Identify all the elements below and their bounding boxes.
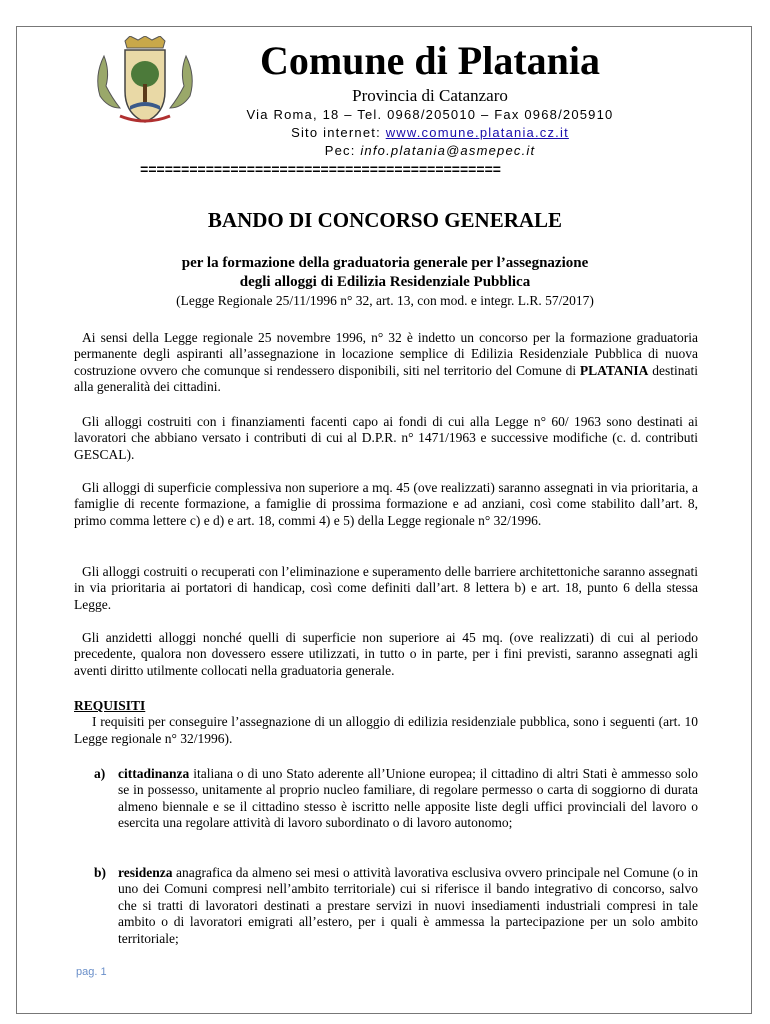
municipal-crest-icon — [90, 36, 200, 126]
requirement-item-b — [94, 865, 698, 947]
pec-label: Pec: — [324, 143, 361, 158]
website-link[interactable]: www.comune.platania.cz.it — [385, 125, 569, 140]
requisiti-heading: REQUISITI — [74, 698, 146, 713]
paragraph-1-text: Ai sensi della Legge regionale 25 novembre 1996, n° 32 è indetto un concorso per la formazione graduatoria permanente degli aspiranti all’assegnazione in locazione semplice di Edilizia Residenziale Pubblica di nuova costruzione ovvero che comunque si rendessero disponibili, siti nel territorio del Comune di — [74, 330, 698, 378]
requisiti-intro: I requisiti per conseguire l’assegnazione di un alloggio di edilizia residenziale pubblica, sono i seguenti (art. 10 Legge regionale n° 32/1996). — [74, 714, 698, 746]
website-line — [210, 125, 650, 141]
subtitle-line-1: per la formazione della graduatoria generale per l’assegnazione — [181, 255, 589, 271]
document-title: BANDO DI CONCORSO GENERALE — [207, 208, 563, 232]
contact-address: Via Roma, 18 – Tel. 0968/205010 – Fax 0968/205910 — [246, 107, 614, 122]
municipality-name: PLATANIA — [579, 362, 649, 378]
pec-email: info.platania@asmepec.it — [360, 143, 536, 158]
page-title: Comune di Platania — [259, 38, 601, 83]
paragraph-1 — [74, 330, 698, 396]
item-label: b) — [94, 865, 107, 880]
province-name: Provincia di Catanzaro — [352, 86, 508, 105]
requirement-item-a — [94, 766, 698, 832]
paragraph-5: Gli anzidetti alloggi nonché quelli di superficie non superiore ai 45 mq. (ove realizzati) di cui al periodo precedente, qualora non dovessero essere utilizzati, in tutto o in parte, per i fini previsti, saranno assegnati agli aventi diritto utilmente collocati nella graduatoria generale. — [74, 630, 698, 678]
paragraph-2: Gli alloggi costruiti con i finanziamenti facenti capo ai fondi di cui alla Legge n° 60/ 1963 sono destinati ai lavoratori che abbiano versato i contributi di cui al D.P.R. n° 1471/1963 e successive modifiche (c. d. contributi GESCAL). — [74, 414, 698, 462]
page-number: pag. 1 — [76, 966, 107, 978]
item-text: anagrafica da almeno sei mesi o attività lavorativa esclusiva ovvero principale nel Comune (o in uno dei Comuni compresi nell’ambito territoriale) cui si riferisce il bando integrativo di concorso, salvo che si tratti di lavoratori destinati a prestare servizi in nuovi insediamenti industriali compresi in tale ambito o di lavoratori emigrati all’estero, per i quali è ammessa la partecipazione per un solo ambito territoriale; — [118, 865, 698, 946]
item-term: residenza — [118, 865, 173, 880]
law-reference: (Legge Regionale 25/11/1996 n° 32, art. 13, con mod. e integr. L.R. 57/2017) — [176, 293, 594, 308]
pec-line — [210, 143, 650, 159]
item-text: italiana o di uno Stato aderente all’Unione europea; il cittadino di altri Stati è ammesso solo se in possesso, unitamente al proprio nucleo familiare, di regolare permesso o carta di soggiorno di durata almeno biennale e se il cittadino stesso è iscritto nelle apposite liste degli uffici provinciali del lavoro o esercita una regolare attività di lavoro subordinato o di lavoro autonomo; — [118, 766, 698, 831]
requisiti-section — [74, 698, 698, 747]
item-term: cittadinanza — [118, 766, 190, 781]
subtitle-line-2: degli alloggi di Edilizia Residenziale Pubblica — [239, 274, 531, 290]
website-label: Sito internet: — [291, 125, 386, 140]
paragraph-1-end: destinati alla generalità dei cittadini. — [74, 362, 698, 395]
paragraph-3: Gli alloggi di superficie complessiva non superiore a mq. 45 (ove realizzati) saranno assegnati in via prioritaria, a famiglie di recente formazione, a famiglie di prossima formazione e ad anziani, così come stabilito dall’art. 8, primo comma lettere c) e d) e art. 18, commi 4) e 5) della Legge regionale n° 32/1996. — [74, 480, 698, 528]
paragraph-4: Gli alloggi costruiti o recuperati con l’eliminazione e superamento delle barriere architettoniche saranno assegnati in via prioritaria ai portatori di handicap, così come definiti dall’art. 8 lettera b) e art. 18, punto 6 della stessa Legge. — [74, 564, 698, 612]
item-label: a) — [94, 766, 106, 781]
header-separator: ============================================ — [140, 163, 501, 179]
